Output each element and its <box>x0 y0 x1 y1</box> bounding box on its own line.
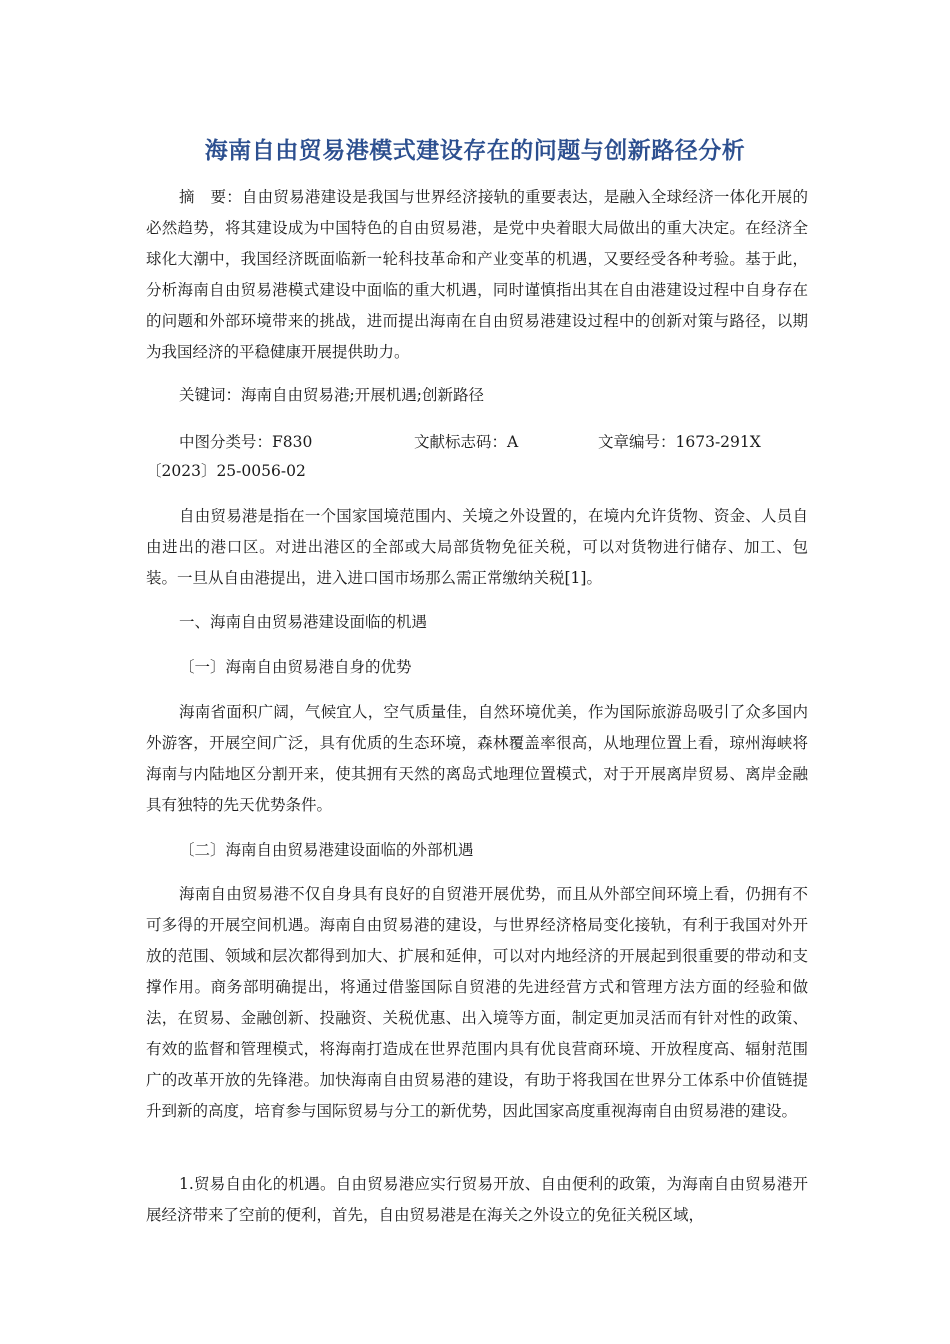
body-paragraph-1: 海南省面积广阔，气候宜人，空气质量佳，自然环境优美，作为国际旅游岛吸引了众多国内外游客，开展空间广泛，具有优质的生态环境，森林覆盖率很高，从地理位置上看，琼州海峡将海南与内陆地区分割开来，使其拥有天然的离岛式地理位置模式，对于开展离岸贸易、离岸金融具有独特的先天优势条件。 <box>146 703 808 814</box>
document-title: 海南自由贸易港模式建设存在的问题与创新路径分析 <box>204 138 746 164</box>
body-paragraph-3: 1.贸易自由化的机遇。自由贸易港应实行贸易开放、自由便利的政策，为海南自由贸易港开展经济带来了空前的便利，首先，自由贸易港是在海关之外设立的免征关税区域， <box>146 1175 808 1224</box>
subsection-heading-2: 〔二〕海南自由贸易港建设面临的外部机遇 <box>179 841 474 859</box>
body-paragraph-2: 海南自由贸易港不仅自身具有良好的自贸港开展优势，而且从外部空间环境上看，仍拥有不可多得的开展空间机遇。海南自由贸易港的建设，与世界经济格局变化接轨，有利于我国对外开放的范围、领域和层次都得到加大、扩展和延伸，可以对内地经济的开展起到很重要的带动和支撑作用。商务部明确提出，将通过借鉴国际自贸港的先进经营方式和管理方法方面的经验和做法，在贸易、金融创新、投融资、关税优惠、出入境等方面，制定更加灵活而有针对性的政策、有效的监督和管理模式，将海南打造成在世界范围内具有优良营商环境、开放程度高、辐射范围广的改革开放的先锋港。加快海南自由贸易港的建设，有助于将我国在世界分工体系中价值链提升到新的高度，培育参与国际贸易与分工的新优势，因此国家高度重视海南自由贸易港的建设。 <box>146 885 808 1120</box>
keywords-line: 关键词：海南自由贸易港;开展机遇;创新路径 <box>179 386 484 404</box>
subsection-heading-1: 〔一〕海南自由贸易港自身的优势 <box>179 658 412 676</box>
intro-paragraph: 自由贸易港是指在一个国家国境范围内、关境之外设置的，在境内允许货物、资金、人员自由进出的港口区。对进出港区的全部或大局部货物免征关税，可以对货物进行储存、加工、包装。一旦从自由港提出，进入进口国市场那么需正常缴纳关税[1]。 <box>146 507 808 587</box>
document-code: 文献标志码：A <box>414 433 519 451</box>
article-number-continued: 〔2023〕25-0056-02 <box>146 462 306 480</box>
classification-number: 中图分类号：F830 <box>179 433 313 451</box>
section-heading-1: 一、海南自由贸易港建设面临的机遇 <box>179 613 428 631</box>
abstract-paragraph: 摘 要：自由贸易港建设是我国与世界经济接轨的重要表达，是融入全球经济一体化开展的必然趋势，将其建设成为中国特色的自由贸易港，是党中央着眼大局做出的重大决定。在经济全球化大潮中，我国经济既面临新一轮科技革命和产业变革的机遇，又要经受各种考验。基于此，分析海南自由贸易港模式建设中面临的重大机遇，同时谨慎指出其在自由港建设过程中自身存在的问题和外部环境带来的挑战，进而提出海南在自由贸易港建设过程中的创新对策与路径，以期为我国经济的平稳健康开展提供助力。 <box>146 188 808 361</box>
article-number: 文章编号：1673-291X <box>598 433 761 451</box>
